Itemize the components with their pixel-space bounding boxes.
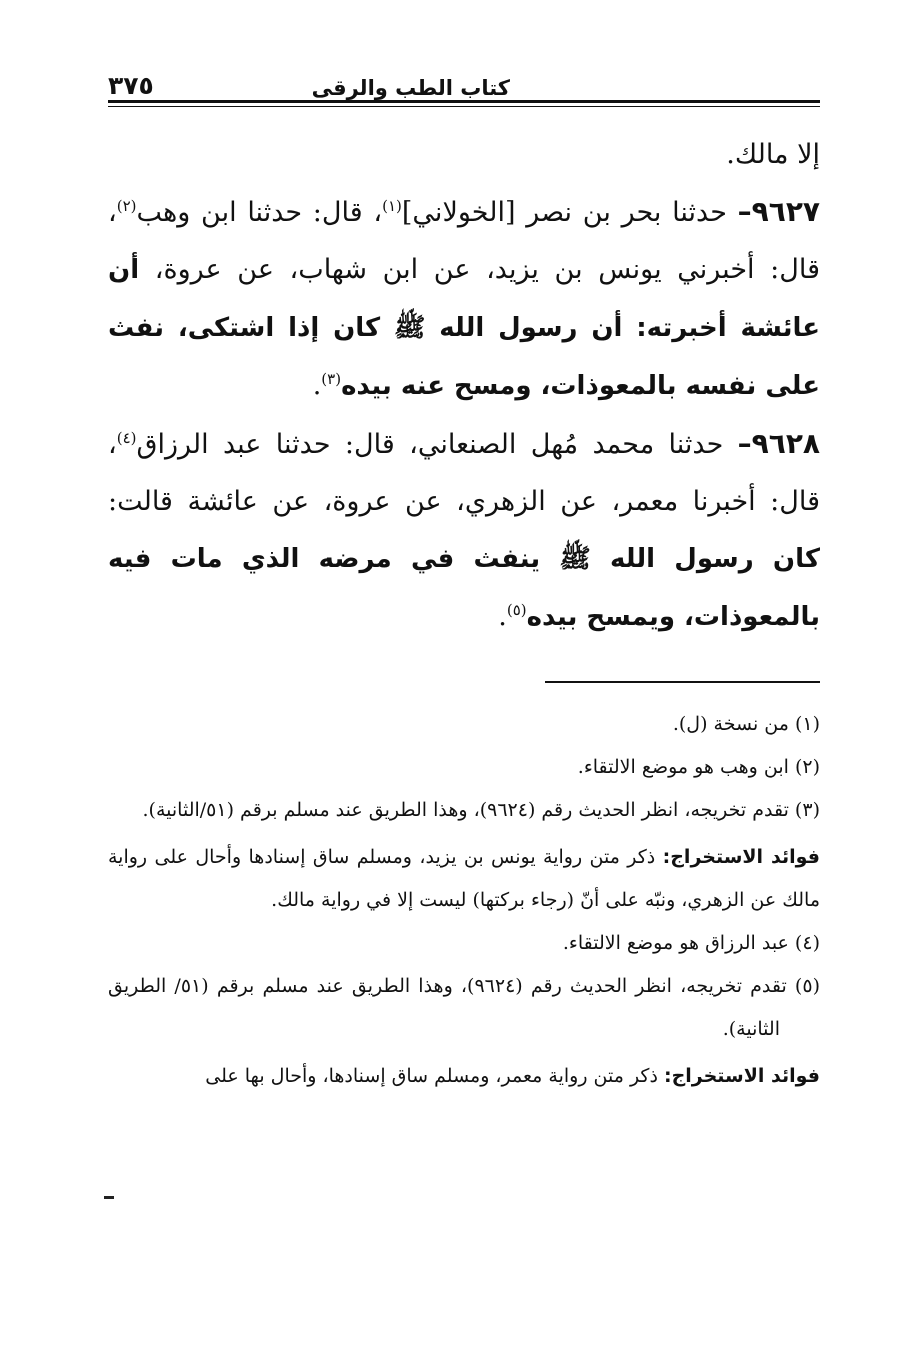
isnad-text: حدثنا محمد مُهل الصنعاني، قال: حدثنا عبد الرزاق [136,429,738,460]
running-header [108,70,820,100]
book-title: كتاب الطب والرقى [311,76,510,100]
footnote-separator [545,681,820,683]
matn-text: كان رسول الله ﷺ ينفث في مرضه الذي مات فيه بالمعوذات، ويمسح بيده [108,544,820,632]
main-text [108,126,820,646]
benefits-label: فوائد الاستخراج: [662,846,820,868]
footnote-2: (٢) ابن وهب هو موضع الالتقاء. [577,756,820,778]
paragraph-continuation: إلا مالك. [726,139,820,170]
hadith-9628: ٩٦٢٨– حدثنا محمد مُهل الصنعاني، قال: حدثنا عبد الرزاق$^{(٤)}$، قال: أخبرنا معمر، عن الزهري، عن عروة، عن عائشة قالت: كان رسول الله ﷺ ينفث في مرضه الذي مات فيه بالمعوذات، ويمسح بيده$^{(٥)}$. [108,427,820,632]
footnote-3: (٣) تقدم تخريجه، انظر الحديث رقم (٩٦٢٤)، وهذا الطريق عند مسلم برقم (٥١/الثانية). [142,799,820,821]
footnote-4: (٤) عبد الرزاق هو موضع الالتقاء. [562,932,820,954]
footnotes [108,703,820,1098]
matn-text: أن عائشة أخبرته: أن رسول الله ﷺ كان إذا اشتكى، نفث على نفسه بالمعوذات، ومسح عنه بيده [108,255,820,401]
isnad-text: حدثنا بحر بن نصر [الخولاني] [401,197,738,228]
footnote-5: (٥) تقدم تخريجه، انظر الحديث رقم (٩٦٢٤)، وهذا الطريق عند مسلم برقم (٥١/ الطريق الثانية). [108,975,820,1040]
header-rule-thin [108,106,820,107]
footnote-ref[interactable]: (٣) [321,370,342,388]
footnote-ref[interactable]: (١) [382,197,402,215]
hadith-9627: ٩٦٢٧– حدثنا بحر بن نصر [الخولاني]$^{(١)}$، قال: حدثنا ابن وهب$^{(٢)}$، قال: أخبرني يونس بن يزيد، عن ابن شهاب، عن عروة، أن عائشة أخبرته: أن رسول الله ﷺ كان إذا اشتكى، نفث على نفسه بالمعوذات، ومسح عنه بيده$^{(٣)}$. [108,195,820,401]
extraction-benefits-1 [108,836,820,922]
extraction-benefits-2 [108,1055,820,1098]
scan-mark [104,1196,114,1199]
isnad-text: ، قال: أخبرنا معمر، عن الزهري، عن عروة، عن عائشة قالت: [108,429,820,517]
benefits-text: ذكر متن رواية يونس بن يزيد، ومسلم ساق إسنادها وأحال على رواية مالك عن الزهري، ونبّه على أنّ (رجاء بركتها) ليست إلا في رواية مالك. [108,846,820,911]
hadith-number: ٩٦٢٨– [737,427,820,460]
footnote-ref[interactable]: (٥) [506,601,527,619]
footnote-1: (١) من نسخة (ل). [672,713,820,735]
isnad-text: ، قال: أخبرني يونس بن يزيد، عن ابن شهاب، عن عروة، [108,197,820,285]
benefits-label: فوائد الاستخراج: [663,1065,820,1087]
page-number: ٣٧٥ [108,71,154,100]
isnad-text: ، قال: حدثنا ابن وهب [136,197,383,228]
hadith-number: ٩٦٢٧– [737,195,820,228]
footnote-ref[interactable]: (٤) [116,429,137,447]
benefits-text: ذكر متن رواية معمر، ومسلم ساق إسنادها، وأحال بها على [205,1065,664,1087]
header-rule-thick [108,100,820,103]
footnote-ref[interactable]: (٢) [116,197,137,215]
